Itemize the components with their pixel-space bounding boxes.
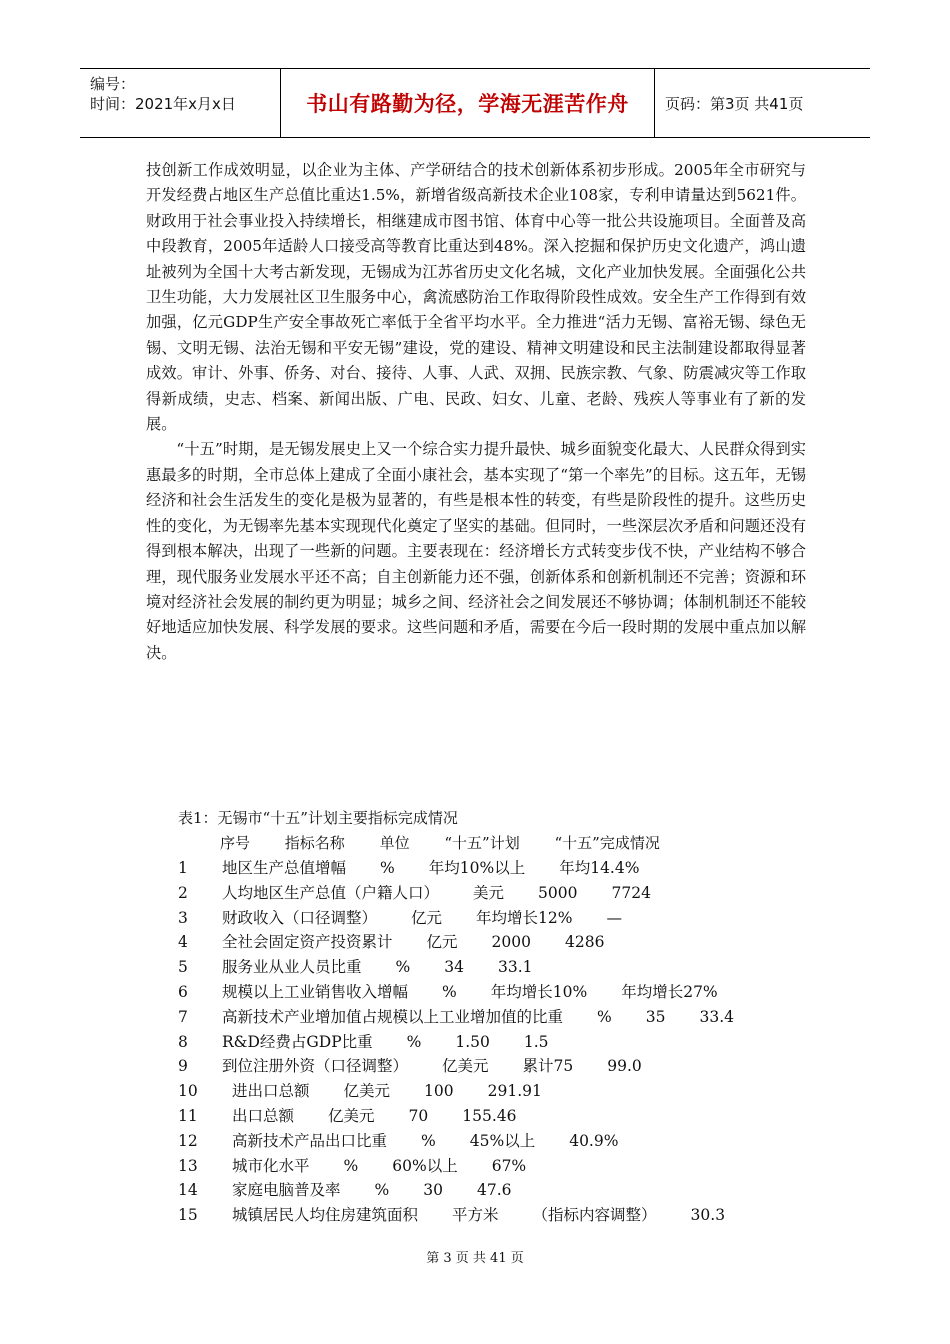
row-number: 12 <box>178 1131 198 1150</box>
plan-value: 5000 <box>538 883 578 902</box>
plan-value: （指标内容调整） <box>532 1206 657 1225</box>
indicator-name: 地区生产总值增幅 <box>222 859 347 877</box>
row-number: 8 <box>178 1032 188 1051</box>
indicator-name: R&D经费占GDP比重 <box>222 1032 373 1051</box>
table-row <box>178 1005 858 1030</box>
row-cells <box>222 930 638 955</box>
row-number: 14 <box>178 1181 198 1200</box>
table-header <box>220 832 690 853</box>
indicator-name: 高新技术产品出口比重 <box>232 1131 388 1150</box>
table-row <box>178 1203 858 1228</box>
unit: 亿美元 <box>343 1082 391 1101</box>
result-value: 4286 <box>564 933 605 952</box>
row-cells <box>222 906 656 931</box>
number-label: 编号： <box>90 75 136 93</box>
result-value: 30.3 <box>690 1206 726 1225</box>
plan-value: 70 <box>408 1106 429 1125</box>
unit: % <box>597 1007 612 1026</box>
plan-value: 1.50 <box>455 1032 490 1051</box>
row-number: 15 <box>178 1206 198 1225</box>
result-value: — <box>606 908 622 927</box>
row-number: 4 <box>178 933 188 952</box>
table-row <box>178 1104 858 1129</box>
indicator-name: 城市化水平 <box>232 1156 310 1175</box>
plan-value: 年均增长10% <box>490 982 588 1001</box>
plan-value: 34 <box>444 958 464 977</box>
row-cells <box>222 1005 768 1030</box>
paragraph: “十五”时期，是无锡发展史上又一个综合实力提升最快、城乡面貌变化最大、人民群众得到实惠最多的时期，全市总体上建成了全面小康社会，基本实现了“第一个率先”的目标。这五年，无锡经济和社会生活发生的变化是极为显著的，有些是根本性的转变，有些是阶段性的提升。这些历史性的变化，为无锡率先基本实现现代化奠定了坚实的基础。但同时，一些深层次矛盾和问题还没有得到根本解决，出现了一些新的问题。主要表现在：经济增长方式转变步伐不快，产业结构不够合理，现代服务业发展水平还不高；自主创新能力还不强，创新体系和创新机制还不完善；资源和环境对经济社会发展的制约更为明显；城乡之间、经济社会之间发展还不够协调；体制机制还不能较好地适应加快发展、科学发展的要求。这些问题和矛盾，需要在今后一段时期的发展中重点加以解决。 <box>146 440 806 662</box>
indicator-name: 城镇居民人均住房建筑面积 <box>232 1206 419 1225</box>
result-value: 年均增长27% <box>621 982 718 1001</box>
plan-value: 30 <box>423 1181 443 1200</box>
indicator-name: 财政收入（口径调整） <box>222 908 378 927</box>
plan-value: 60%以上 <box>392 1156 458 1175</box>
plan-value: 45%以上 <box>469 1131 536 1150</box>
table-row <box>178 856 858 881</box>
row-cells <box>222 980 752 1005</box>
result-value: 1.5 <box>523 1032 549 1051</box>
row-cells <box>232 1129 652 1154</box>
result-value: 40.9% <box>569 1131 619 1150</box>
result-value: 年均14.4% <box>559 859 640 877</box>
header-unit: 单位 <box>379 834 410 852</box>
unit: % <box>421 1131 436 1150</box>
unit: % <box>395 958 411 977</box>
indicator-name: 进出口总额 <box>232 1082 310 1101</box>
motto: 书山有路勤为径，学海无涯苦作舟 <box>306 92 629 116</box>
row-number: 5 <box>178 958 188 977</box>
table-row <box>178 955 858 980</box>
page-header <box>80 68 870 138</box>
page-footer: 第 3 页 共 41 页 <box>426 1251 524 1266</box>
result-value: 67% <box>491 1156 527 1175</box>
unit: % <box>442 982 457 1001</box>
row-cells <box>232 1104 551 1129</box>
table-row <box>178 980 858 1005</box>
row-cells <box>222 856 673 881</box>
indicator-name: 出口总额 <box>232 1106 295 1125</box>
indicator-name: 规模以上工业销售收入增幅 <box>222 982 409 1001</box>
header-plan: “十五”计划 <box>444 834 520 852</box>
result-value: 33.4 <box>699 1007 734 1026</box>
plan-value: 年均增长12% <box>476 908 573 927</box>
unit: 平方米 <box>452 1206 499 1225</box>
unit: 亿美元 <box>328 1106 375 1125</box>
row-cells <box>222 1054 676 1079</box>
result-value: 291.91 <box>487 1082 542 1101</box>
indicator-name: 全社会固定资产投资累计 <box>222 933 393 952</box>
row-number: 10 <box>178 1082 198 1101</box>
row-number: 6 <box>178 982 188 1001</box>
row-number: 13 <box>178 1156 198 1175</box>
plan-value: 2000 <box>491 933 531 952</box>
table-row <box>178 1054 858 1079</box>
result-value: 33.1 <box>497 958 533 977</box>
table-row <box>178 906 858 931</box>
row-cells <box>232 1178 546 1203</box>
indicator-table <box>178 856 858 1228</box>
unit: 亿元 <box>426 933 458 952</box>
body-text <box>146 158 806 666</box>
unit: % <box>374 1181 390 1200</box>
result-value: 99.0 <box>607 1057 642 1076</box>
unit: 亿元 <box>411 908 443 927</box>
header-motto-cell <box>281 69 655 137</box>
plan-value: 累计75 <box>522 1057 574 1076</box>
header-page-cell <box>655 69 880 137</box>
unit: 美元 <box>473 883 505 902</box>
row-cells <box>222 955 567 980</box>
row-number: 7 <box>178 1007 188 1026</box>
indicator-name: 到位注册外资（口径调整） <box>222 1057 409 1076</box>
row-number: 11 <box>178 1106 198 1125</box>
plan-value: 100 <box>424 1082 454 1101</box>
row-cells <box>232 1203 759 1228</box>
date-label: 时间：2021年x月x日 <box>90 95 236 113</box>
plan-value: 35 <box>645 1007 666 1026</box>
row-number: 2 <box>178 883 188 902</box>
row-cells <box>222 881 685 906</box>
table-row <box>178 881 858 906</box>
header-result: “十五”完成情况 <box>554 834 660 852</box>
row-cells <box>222 1030 583 1055</box>
table-row <box>178 1129 858 1154</box>
table-row <box>178 1079 858 1104</box>
row-number: 1 <box>178 859 188 877</box>
unit: % <box>343 1156 359 1175</box>
result-value: 155.46 <box>462 1106 517 1125</box>
unit: 亿美元 <box>442 1057 489 1076</box>
unit: % <box>406 1032 422 1051</box>
page-info: 页码：第3页 共41页 <box>665 94 804 113</box>
table-row <box>178 1178 858 1203</box>
paragraph: 技创新工作成效明显，以企业为主体、产学研结合的技术创新体系初步形成。2005年全市研究与开发经费占地区生产总值比重达1.5%，新增省级高新技术企业108家，专利申请量达到5621件。财政用于社会事业投入持续增长，相继建成市图书馆、体育中心等一批公共设施项目。全面普及高中段教育，2005年适龄人口接受高等教育比重达到48%。深入挖掘和保护历史文化遗产，鸿山遗址被列为全国十大考古新发现，无锡成为江苏省历史文化名城，文化产业加快发展。全面强化公共卫生功能，大力发展社区卫生服务中心，禽流感防治工作取得阶段性成效。安全生产工作得到有效加强，亿元GDP生产安全事故死亡率低于全省平均水平。全力推进“活力无锡、富裕无锡、绿色无锡、文明无锡、法治无锡和平安无锡”建设，党的建设、精神文明建设和民主法制建设都取得显著成效。审计、外事、侨务、对台、接待、人事、人武、双拥、民族宗教、气象、防震减灾等工作取得新成绩，史志、档案、新闻出版、广电、民政、妇女、儿童、老龄、残疾人等事业有了新的发展。 <box>146 161 806 434</box>
table-row <box>178 1154 858 1179</box>
indicator-name: 服务业从业人员比重 <box>222 958 362 977</box>
table-row <box>178 930 858 955</box>
header-no: 序号 <box>220 834 251 852</box>
indicator-name: 高新技术产业增加值占规模以上工业增加值的比重 <box>222 1007 564 1026</box>
row-number: 3 <box>178 908 188 927</box>
table-title: 表1：无锡市“十五”计划主要指标完成情况 <box>178 809 458 827</box>
result-value: 47.6 <box>476 1181 512 1200</box>
row-cells <box>232 1079 576 1104</box>
header-indicator: 指标名称 <box>284 834 345 852</box>
unit: % <box>380 859 395 877</box>
plan-value: 年均10%以上 <box>428 859 526 877</box>
result-value: 7724 <box>611 883 651 902</box>
indicator-name: 人均地区生产总值（户籍人口） <box>222 883 440 902</box>
row-number: 9 <box>178 1057 188 1076</box>
header-meta <box>80 69 281 137</box>
indicator-name: 家庭电脑普及率 <box>232 1181 341 1200</box>
table-row <box>178 1030 858 1055</box>
row-cells <box>232 1154 560 1179</box>
